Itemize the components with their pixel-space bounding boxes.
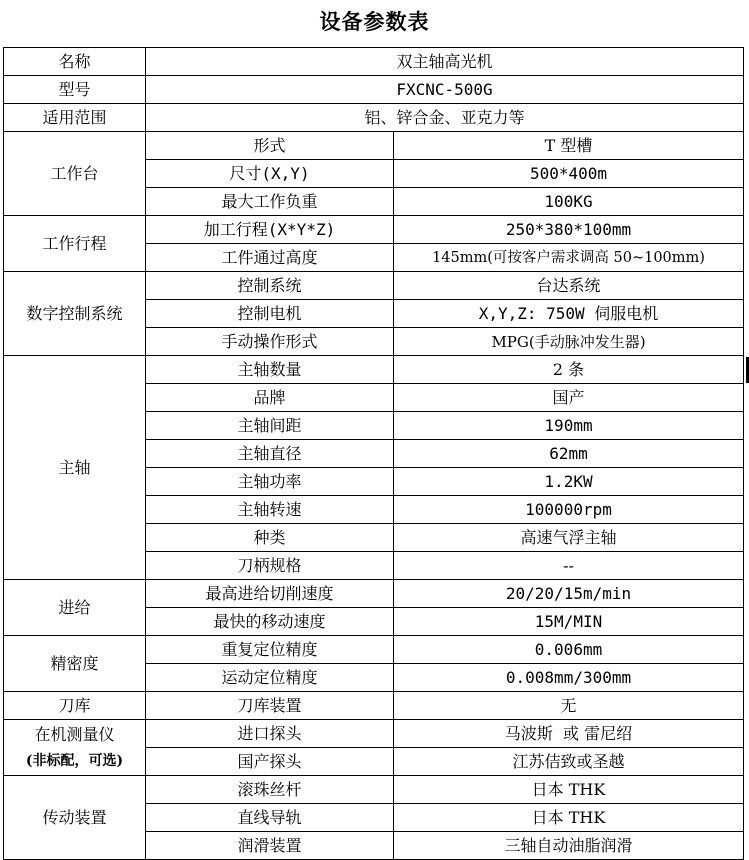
row-label: 适用范围 [4, 104, 146, 132]
row-label: 型号 [4, 76, 146, 104]
param-name: 最大工作负重 [146, 188, 394, 216]
param-value: X,Y,Z: 750W 伺服电机 [394, 300, 744, 328]
param-name: 控制系统 [146, 272, 394, 300]
param-name: 主轴间距 [146, 412, 394, 440]
param-name: 工件通过高度 [146, 244, 394, 272]
param-value: -- [394, 552, 744, 580]
param-value: 0.008mm/300mm [394, 664, 744, 692]
param-name: 主轴直径 [146, 440, 394, 468]
param-name: 品牌 [146, 384, 394, 412]
param-value: 国产 [394, 384, 744, 412]
group-label: 主轴 [4, 356, 146, 580]
param-name: 进口探头 [146, 720, 394, 748]
group-label: 工作台 [4, 132, 146, 216]
row-value: FXCNC-500G [146, 76, 744, 104]
param-value: 1.2KW [394, 468, 744, 496]
param-name: 国产探头 [146, 748, 394, 776]
group-label: 数字控制系统 [4, 272, 146, 356]
table-row [4, 104, 744, 132]
param-value: 62mm [394, 440, 744, 468]
table-row [4, 76, 744, 104]
table-row [4, 720, 744, 748]
param-name: 手动操作形式 [146, 328, 394, 356]
param-value: MPG(手动脉冲发生器) [394, 328, 744, 356]
param-value: 日本 THK [394, 776, 744, 804]
param-value: 三轴自动油脂润滑 [394, 832, 744, 860]
row-value: 铝、锌合金、亚克力等 [146, 104, 744, 132]
param-name: 运动定位精度 [146, 664, 394, 692]
param-name: 直线导轨 [146, 804, 394, 832]
param-value: 500*400m [394, 160, 744, 188]
param-name: 主轴功率 [146, 468, 394, 496]
param-name: 加工行程(X*Y*Z) [146, 216, 394, 244]
param-name: 刀库装置 [146, 692, 394, 720]
group-label: 在机测量仪 [34, 724, 115, 744]
table-row [4, 636, 744, 664]
document-title: 设备参数表 [319, 9, 430, 34]
group-label: 传动装置 [4, 776, 146, 860]
param-name: 重复定位精度 [146, 636, 394, 664]
param-value: 马波斯 或 雷尼绍 [394, 720, 744, 748]
param-name: 最快的移动速度 [146, 608, 394, 636]
param-value: 台达系统 [394, 272, 744, 300]
group-label: 工作行程 [4, 216, 146, 272]
group-note: (非标配，可选) [25, 752, 124, 769]
table-row [4, 272, 744, 300]
param-value: 250*380*100mm [394, 216, 744, 244]
param-name: 尺寸(X,Y) [146, 160, 394, 188]
param-name: 刀柄规格 [146, 552, 394, 580]
param-name: 最高进给切削速度 [146, 580, 394, 608]
param-name: 主轴数量 [146, 356, 394, 384]
param-name: 润滑装置 [146, 832, 394, 860]
param-name: 控制电机 [146, 300, 394, 328]
param-value: 20/20/15m/min [394, 580, 744, 608]
param-value: 0.006mm [394, 636, 744, 664]
param-name: 滚珠丝杆 [146, 776, 394, 804]
param-value: T 型槽 [394, 132, 744, 160]
row-value: 双主轴高光机 [146, 48, 744, 76]
param-name: 形式 [146, 132, 394, 160]
param-value: 高速气浮主轴 [394, 524, 744, 552]
param-value: 无 [394, 692, 744, 720]
table-row [4, 48, 744, 76]
param-value: 100000rpm [394, 496, 744, 524]
group-label: 刀库 [4, 692, 146, 720]
group-label: 进给 [4, 580, 146, 636]
table-row [4, 356, 744, 384]
table-row [4, 776, 744, 804]
equipment-parameter-table [3, 47, 744, 860]
param-value: 100KG [394, 188, 744, 216]
table-row [4, 216, 744, 244]
param-value: 2 条 [394, 356, 744, 384]
param-value: 15M/MIN [394, 608, 744, 636]
table-row [4, 692, 744, 720]
param-name: 种类 [146, 524, 394, 552]
group-label-probe [4, 720, 146, 776]
row-label: 名称 [4, 48, 146, 76]
param-value: 江苏佶致或圣越 [394, 748, 744, 776]
param-value: 190mm [394, 412, 744, 440]
group-label: 精密度 [4, 636, 146, 692]
table-row [4, 132, 744, 160]
param-value: 145mm(可按客户需求调高 50~100mm) [394, 244, 744, 272]
param-name: 主轴转速 [146, 496, 394, 524]
param-value: 日本 THK [394, 804, 744, 832]
table-row [4, 580, 744, 608]
